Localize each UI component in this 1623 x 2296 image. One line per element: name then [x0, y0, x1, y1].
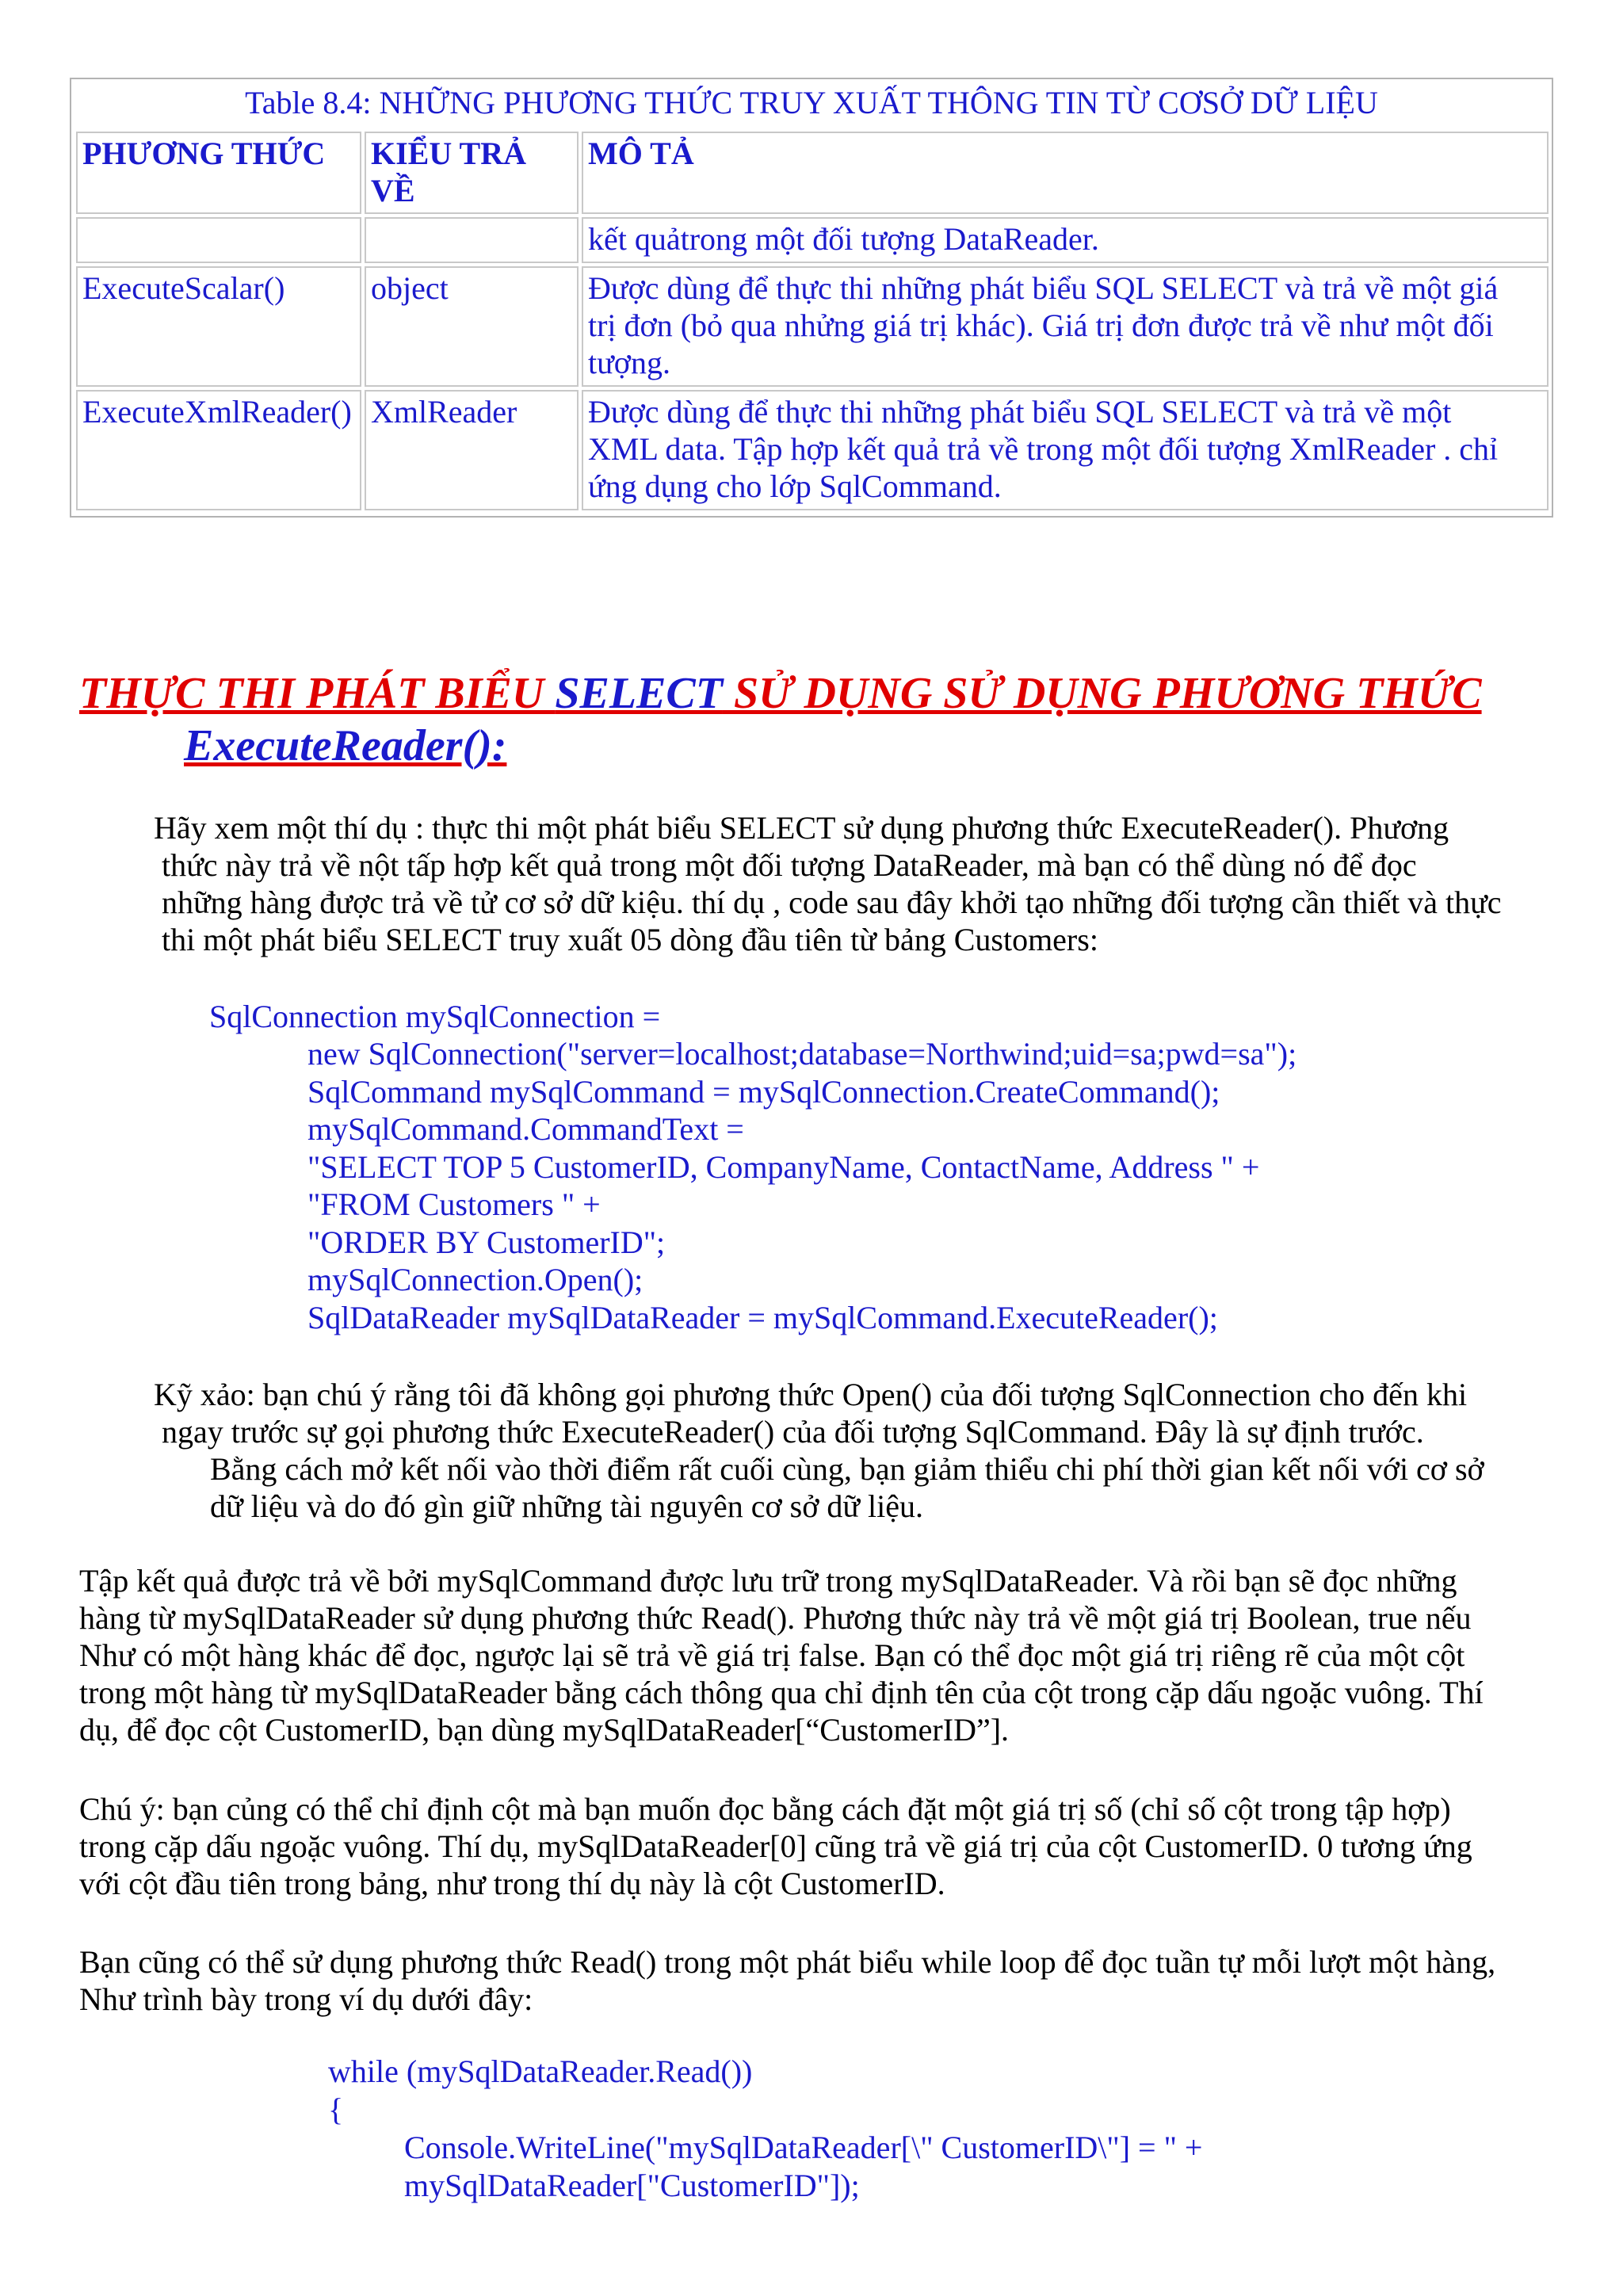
- code-line: SqlConnection mySqlConnection =: [209, 999, 661, 1034]
- table-cell: XmlReader: [365, 390, 579, 510]
- heading-part: THỰC THI PHÁT BIỂU: [79, 669, 556, 718]
- table-cell: ExecuteXmlReader(): [76, 390, 361, 510]
- table-cell: object: [365, 266, 579, 387]
- table-cell: kết quảtrong một đối tượng DataReader.: [582, 217, 1549, 263]
- heading-part: SELECT: [555, 669, 723, 718]
- table-cell: Được dùng để thực thi những phát biểu SQL SELECT và trả về một giá trị đơn (bỏ qua nhửng giá trị khác). Giá trị đơn được trả về như một đối tượng.: [582, 266, 1549, 387]
- methods-table: [70, 78, 1553, 518]
- tip-paragraph: Bằng cách mở kết nối vào thời điểm rất cuối cùng, bạn giảm thiểu chi phí thời gian kết nối với cơ sở dữ liệu và do đó gìn giữ những tài nguyên cơ sở dữ liệu.: [210, 1451, 1484, 1524]
- body-paragraph: Tập kết quả được trả về bởi mySqlCommand được lưu trữ trong mySqlDataReader. Và rồi bạn sẽ đọc những hàng từ mySqlDataReader sử dụng phương thức Read(). Phương thức này trả về một giá trị Boolean, true nếu Như có một hàng khác để đọc, ngược lại sẽ trả về giá trị false. Bạn có thể đọc một giá trị riêng rẽ của một cột trong một hàng từ mySqlDataReader bằng cách thông qua chỉ định tên của cột trong cặp dấu ngoặc vuông. Thí dụ, để đọc cột CustomerID, bạn dùng mySqlDataReader[“CustomerID”].: [79, 1563, 1484, 1748]
- table-cell: ExecuteScalar(): [76, 266, 361, 387]
- heading-part: ExecuteReader():: [184, 721, 507, 770]
- tip-line: Kỹ xảo: bạn chú ý rằng tôi đã không gọi phương thức Open() của đối tượng SqlConnection cho đến khi: [154, 1377, 1468, 1412]
- table-cell: [76, 217, 361, 263]
- code-line: {: [328, 2092, 344, 2127]
- body-paragraph: Chú ý: bạn củng có thể chỉ định cột mà bạn muốn đọc bằng cách đặt một giá trị số (chỉ số cột trong tập hợp) trong cặp dấu ngoặc vuông. Thí dụ, mySqlDataReader[0] cũng trả về giá trị của cột CustomerID. 0 tương ứng với cột đầu tiên trong bảng, như trong thí dụ này là cột CustomerID.: [79, 1791, 1472, 1901]
- code-block: Console.WriteLine("mySqlDataReader[\" CustomerID\"] = " + mySqlDataReader["CustomerID"]);: [404, 2130, 1203, 2203]
- body-paragraph: Bạn cũng có thể sử dụng phương thức Read() trong một phát biểu while loop để đọc tuần tự mỗi lượt một hàng, Như trình bày trong ví dụ dưới đây:: [79, 1944, 1496, 2017]
- heading-part: SỬ DỤNG SỬ DỤNG PHƯƠNG THỨC: [722, 669, 1482, 718]
- section-heading: [79, 667, 1553, 772]
- intro-paragraph: Hãy xem một thí dụ : thực thi một phát biểu SELECT sử dụng phương thức ExecuteReader(). Phương thức này trả về nột tấp hợp kết quả trong một đối tượng DataReader, mà bạn có thể dùng nó để đọc những hàng được trả về tử cơ sở dữ kiệu. thí dụ , code sau đây khởi tạo những đối tượng cần thiết và thực thi một phát biểu SELECT truy xuất 05 dòng đầu tiên từ bảng Customers:: [154, 810, 1502, 957]
- table-cell: [365, 217, 579, 263]
- tip-line: ngay trước sự gọi phương thức ExecuteReader() của đối tượng SqlCommand. Đây là sự định trước.: [154, 1414, 1424, 1450]
- code-block: new SqlConnection("server=localhost;database=Northwind;uid=sa;pwd=sa"); SqlCommand mySqlCommand = mySqlConnection.CreateCommand(); mySqlCommand.CommandText = "SELECT TOP 5 CustomerID, CompanyName, ContactName, Address " + "FROM Customers " + "ORDER BY CustomerID"; mySqlConnection.Open(); SqlDataReader mySqlDataReader = mySqlCommand.ExecuteReader();: [307, 1036, 1297, 1335]
- table-header-cell: MÔ TẢ: [582, 132, 1549, 214]
- table-cell: Được dùng để thực thi những phát biểu SQL SELECT và trả về một XML data. Tập hợp kết quả trả về trong một đối tượng XmlReader . chỉ ứng dụng cho lớp SqlCommand.: [582, 390, 1549, 510]
- table-header-cell: PHƯƠNG THỨC: [76, 132, 361, 214]
- table-header-cell: KIỂU TRẢ VỀ: [365, 132, 579, 214]
- table-caption: Table 8.4: NHỮNG PHƯƠNG THỨC TRUY XUẤT THÔNG TIN TỪ CƠSỞ DỮ LIỆU: [245, 85, 1378, 120]
- code-line: while (mySqlDataReader.Read()): [328, 2053, 753, 2089]
